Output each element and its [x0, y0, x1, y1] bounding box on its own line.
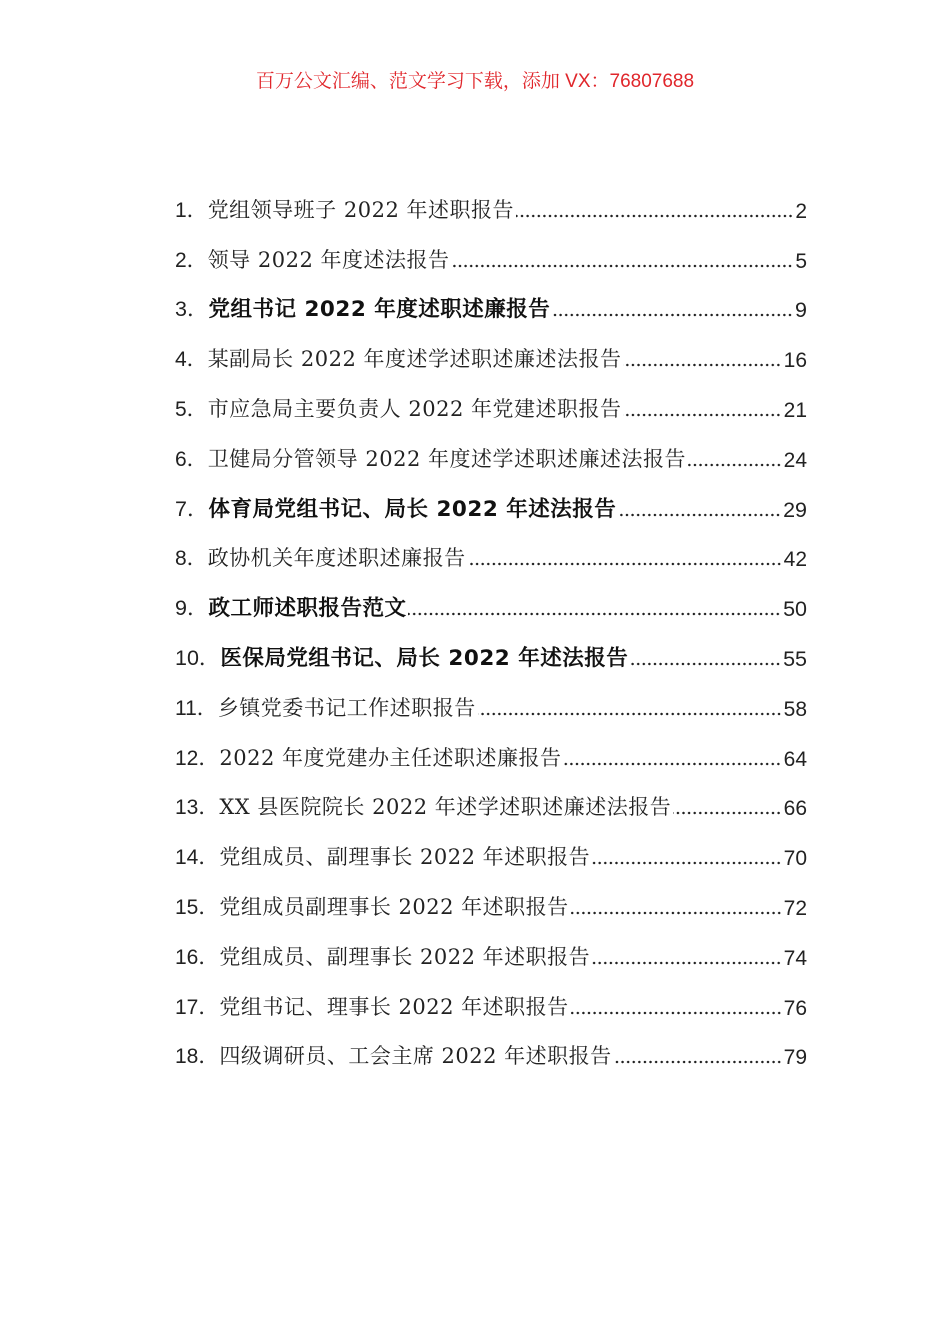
toc-entry-page: 21: [783, 398, 807, 422]
toc-entry-title: XX 县医院院长 2022 年述学述职述廉述法报告: [219, 795, 672, 820]
toc-entry[interactable]: [175, 973, 807, 1023]
toc-dot-leader: [571, 911, 782, 915]
toc-entry[interactable]: [175, 276, 807, 326]
toc-entry-page: 16: [783, 349, 807, 373]
toc-dot-leader: [552, 313, 793, 317]
table-of-contents: [175, 176, 807, 1072]
toc-entry[interactable]: [175, 724, 807, 774]
toc-entry-page: 70: [783, 847, 807, 871]
toc-dot-leader: [468, 562, 782, 566]
toc-entry-number: 15．: [175, 895, 220, 919]
toc-entry-page: 58: [783, 697, 807, 721]
toc-dot-leader: [623, 363, 781, 367]
toc-entry-title: 党组书记 2022 年度述职述廉报告: [208, 297, 551, 323]
toc-dot-leader: [614, 1060, 782, 1064]
toc-entry-page: 29: [783, 497, 807, 522]
toc-entry-number: 11．: [175, 696, 218, 720]
toc-entry-number: 3．: [175, 297, 209, 322]
toc-entry-title: 党组成员、副理事长 2022 年述职报告: [219, 845, 591, 870]
toc-entry-page: 76: [783, 996, 807, 1020]
toc-entry-number: 10．: [175, 645, 221, 670]
toc-entry-page: 79: [783, 1046, 807, 1070]
toc-entry-number: 8．: [175, 547, 208, 571]
toc-dot-leader: [451, 264, 793, 268]
toc-entry-page: 64: [783, 747, 807, 771]
toc-dot-leader: [516, 214, 793, 218]
toc-entry[interactable]: [175, 475, 807, 525]
toc-entry[interactable]: [175, 176, 807, 226]
toc-entry[interactable]: [175, 873, 807, 923]
toc-entry-number: 7．: [175, 496, 209, 521]
toc-entry-page: 66: [783, 797, 807, 821]
toc-entry-page: 72: [783, 896, 807, 920]
toc-entry-title: 卫健局分管领导 2022 年度述学述职述廉述法报告: [207, 446, 686, 471]
toc-dot-leader: [630, 662, 781, 666]
toc-entry-number: 5．: [175, 397, 208, 421]
toc-entry-page: 2: [795, 199, 807, 223]
toc-entry[interactable]: [175, 823, 807, 873]
toc-entry-title: 党组领导班子 2022 年述职报告: [207, 197, 514, 222]
toc-entry[interactable]: [175, 375, 807, 425]
toc-dot-leader: [408, 612, 781, 616]
toc-entry-number: 13．: [175, 796, 220, 820]
toc-entry-title: 某副局长 2022 年度述学述职述廉述法报告: [207, 347, 622, 372]
toc-entry-title: 政工师述职报告范文: [208, 596, 407, 622]
toc-entry-title: 体育局党组书记、局长 2022 年述法报告: [208, 496, 617, 522]
toc-entry-title: 党组成员、副理事长 2022 年述职报告: [219, 944, 591, 969]
toc-entry-title: 乡镇党委书记工作述职报告: [217, 695, 476, 720]
toc-entry[interactable]: [175, 774, 807, 824]
toc-entry-title: 四级调研员、工会主席 2022 年述职报告: [219, 1044, 612, 1069]
toc-entry-number: 6．: [175, 447, 208, 471]
toc-dot-leader: [673, 811, 781, 815]
toc-entry-number: 14．: [175, 846, 220, 870]
toc-entry-page: 55: [783, 646, 807, 671]
toc-entry[interactable]: [175, 525, 807, 575]
toc-entry-number: 16．: [175, 945, 220, 969]
toc-entry[interactable]: [175, 574, 807, 624]
toc-entry-number: 17．: [175, 995, 220, 1019]
toc-entry-number: 12．: [175, 746, 220, 770]
toc-entry-page: 5: [795, 249, 807, 273]
toc-entry-number: 18．: [175, 1045, 220, 1069]
toc-entry-number: 2．: [175, 248, 208, 272]
toc-entry[interactable]: [175, 226, 807, 276]
toc-entry-title: 政协机关年度述职述廉报告: [207, 546, 466, 571]
toc-entry-page: 24: [783, 448, 807, 472]
toc-entry-page: 50: [783, 597, 807, 622]
toc-dot-leader: [618, 513, 781, 517]
toc-entry-title: 领导 2022 年度述法报告: [207, 247, 450, 272]
toc-entry-page: 74: [783, 946, 807, 970]
toc-dot-leader: [563, 762, 781, 766]
toc-entry-number: 1．: [175, 198, 208, 222]
toc-dot-leader: [478, 712, 782, 716]
toc-entry[interactable]: [175, 923, 807, 973]
toc-entry-title: 2022 年度党建办主任述职述廉报告: [219, 745, 562, 770]
toc-dot-leader: [571, 1011, 782, 1015]
toc-entry-page: 42: [783, 548, 807, 572]
toc-entry-title: 党组成员副理事长 2022 年述职报告: [219, 894, 569, 919]
toc-entry[interactable]: [175, 325, 807, 375]
toc-entry-number: 9．: [175, 596, 209, 621]
toc-entry[interactable]: [175, 1023, 807, 1073]
toc-entry[interactable]: [175, 674, 807, 724]
toc-entry-title: 市应急局主要负责人 2022 年党建述职报告: [207, 396, 622, 421]
toc-dot-leader: [592, 961, 781, 965]
toc-dot-leader: [688, 463, 782, 467]
header-watermark-text: 百万公文汇编、范文学习下载，添加 VX：76807688: [255, 71, 695, 92]
toc-entry-page: 9: [795, 298, 807, 323]
toc-entry[interactable]: [175, 624, 807, 674]
toc-dot-leader: [623, 413, 781, 417]
toc-entry-number: 4．: [175, 348, 208, 372]
toc-entry-title: 党组书记、理事长 2022 年述职报告: [219, 994, 569, 1019]
toc-entry-title: 医保局党组书记、局长 2022 年述法报告: [220, 645, 629, 671]
toc-entry[interactable]: [175, 425, 807, 475]
toc-dot-leader: [592, 861, 781, 865]
